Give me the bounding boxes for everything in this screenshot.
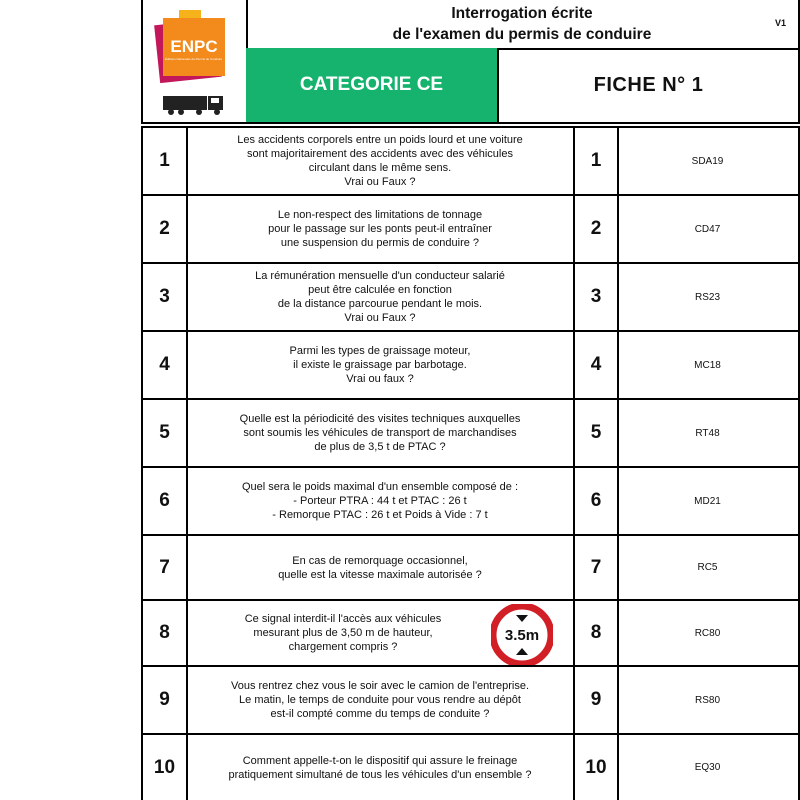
height-limit-sign-icon [491,604,553,666]
question-number: 9 [143,667,188,733]
question-code: CD47 [694,223,721,235]
question-number: 10 [143,735,188,800]
question-number: 1 [143,128,188,194]
version-label: V1 [774,18,786,28]
logo-text: ENPC [170,37,218,56]
answer-number: 1 [573,128,619,194]
question-text: Les accidents corporels entre un poids lourd et une voiture sont majoritairement des accidents avec des véhicules circulant dans le même sens. Vrai ou Faux ? [237,134,523,188]
question-row [143,398,798,466]
question-number: 3 [143,264,188,330]
question-code: RC80 [694,627,721,639]
sign-label: 3.5m [504,627,540,644]
question-number: 5 [143,400,188,466]
category-banner: CATEGORIE CE [246,48,499,122]
logo-subtitle: Éditions Nationales du Permis de Conduire [165,57,223,61]
question-code: RT48 [695,427,720,439]
question-row [143,665,798,733]
question-row [143,534,798,599]
title-box [246,0,798,50]
answer-number: 3 [573,264,619,330]
question-row [143,466,798,534]
question-text: En cas de remorquage occasionnel, quelle est la vitesse maximale autorisée ? [278,554,482,581]
question-code: MC18 [694,359,721,371]
question-code: SDA19 [691,155,724,167]
question-code: EQ30 [694,762,721,773]
question-row [143,194,798,262]
title-line-1: Interrogation écrite [451,5,593,22]
question-text: Ce signal interdit-il l'accès aux véhicules mesurant plus de 3,50 m de hauteur, chargement compris ? [244,613,442,653]
question-row [143,262,798,330]
document-header [141,0,800,124]
answer-number: 9 [573,667,619,733]
question-code: RS23 [694,291,720,303]
answer-number: 7 [573,536,619,599]
answer-number: 10 [573,735,619,800]
logo-area [143,0,248,122]
question-row [143,599,798,665]
question-number: 7 [143,536,188,599]
question-code: MD21 [694,495,721,507]
answer-number: 6 [573,468,619,534]
question-text: La rémunération mensuelle d'un conducteur salarié peut être calculée en fonction de la distance parcourue pendant le mois. Vrai ou Faux ? [255,270,505,324]
question-row [143,733,798,800]
question-code: RS80 [694,694,720,706]
question-code: RC5 [697,562,718,573]
question-number: 2 [143,196,188,262]
question-text: Quelle est la périodicité des visites techniques auxquelles sont soumis les véhicules de transport de marchandises de plus de 3,5 t de PTAC ? [239,413,521,453]
question-row [143,330,798,398]
question-text: Comment appelle-t-on le dispositif qui assure le freinage pratiquement simultané de tous les véhicules d'un ensemble ? [228,754,532,781]
question-number: 6 [143,468,188,534]
question-text: Vous rentrez chez vous le soir avec le camion de l'entreprise. Le matin, le temps de conduite pour vous rendre au dépôt est-il compté comme du temps de conduite ? [230,680,530,720]
answer-number: 4 [573,332,619,398]
answer-number: 8 [573,601,619,665]
question-text: Parmi les types de graissage moteur, il existe le graissage par barbotage. Vrai ou faux ? [289,345,471,385]
questions-table [141,126,800,800]
fiche-number: FICHE N° 1 [593,73,704,96]
enpc-logo [143,0,246,122]
title-line-2: de l'examen du permis de conduire [392,26,652,43]
question-number: 8 [143,601,188,665]
question-text: Le non-respect des limitations de tonnage pour le passage sur les ponts peut-il entraîner une suspension du permis de conduire ? [268,209,492,249]
question-number: 4 [143,332,188,398]
answer-number: 5 [573,400,619,466]
question-row [143,126,798,194]
answer-number: 2 [573,196,619,262]
question-text: Quel sera le poids maximal d'un ensemble composé de : - Porteur PTRA : 44 t et PTAC : 26 t - Remorque PTAC : 26 t et Poids à Vide : 7 t [241,481,519,521]
truck-icon [163,96,223,115]
